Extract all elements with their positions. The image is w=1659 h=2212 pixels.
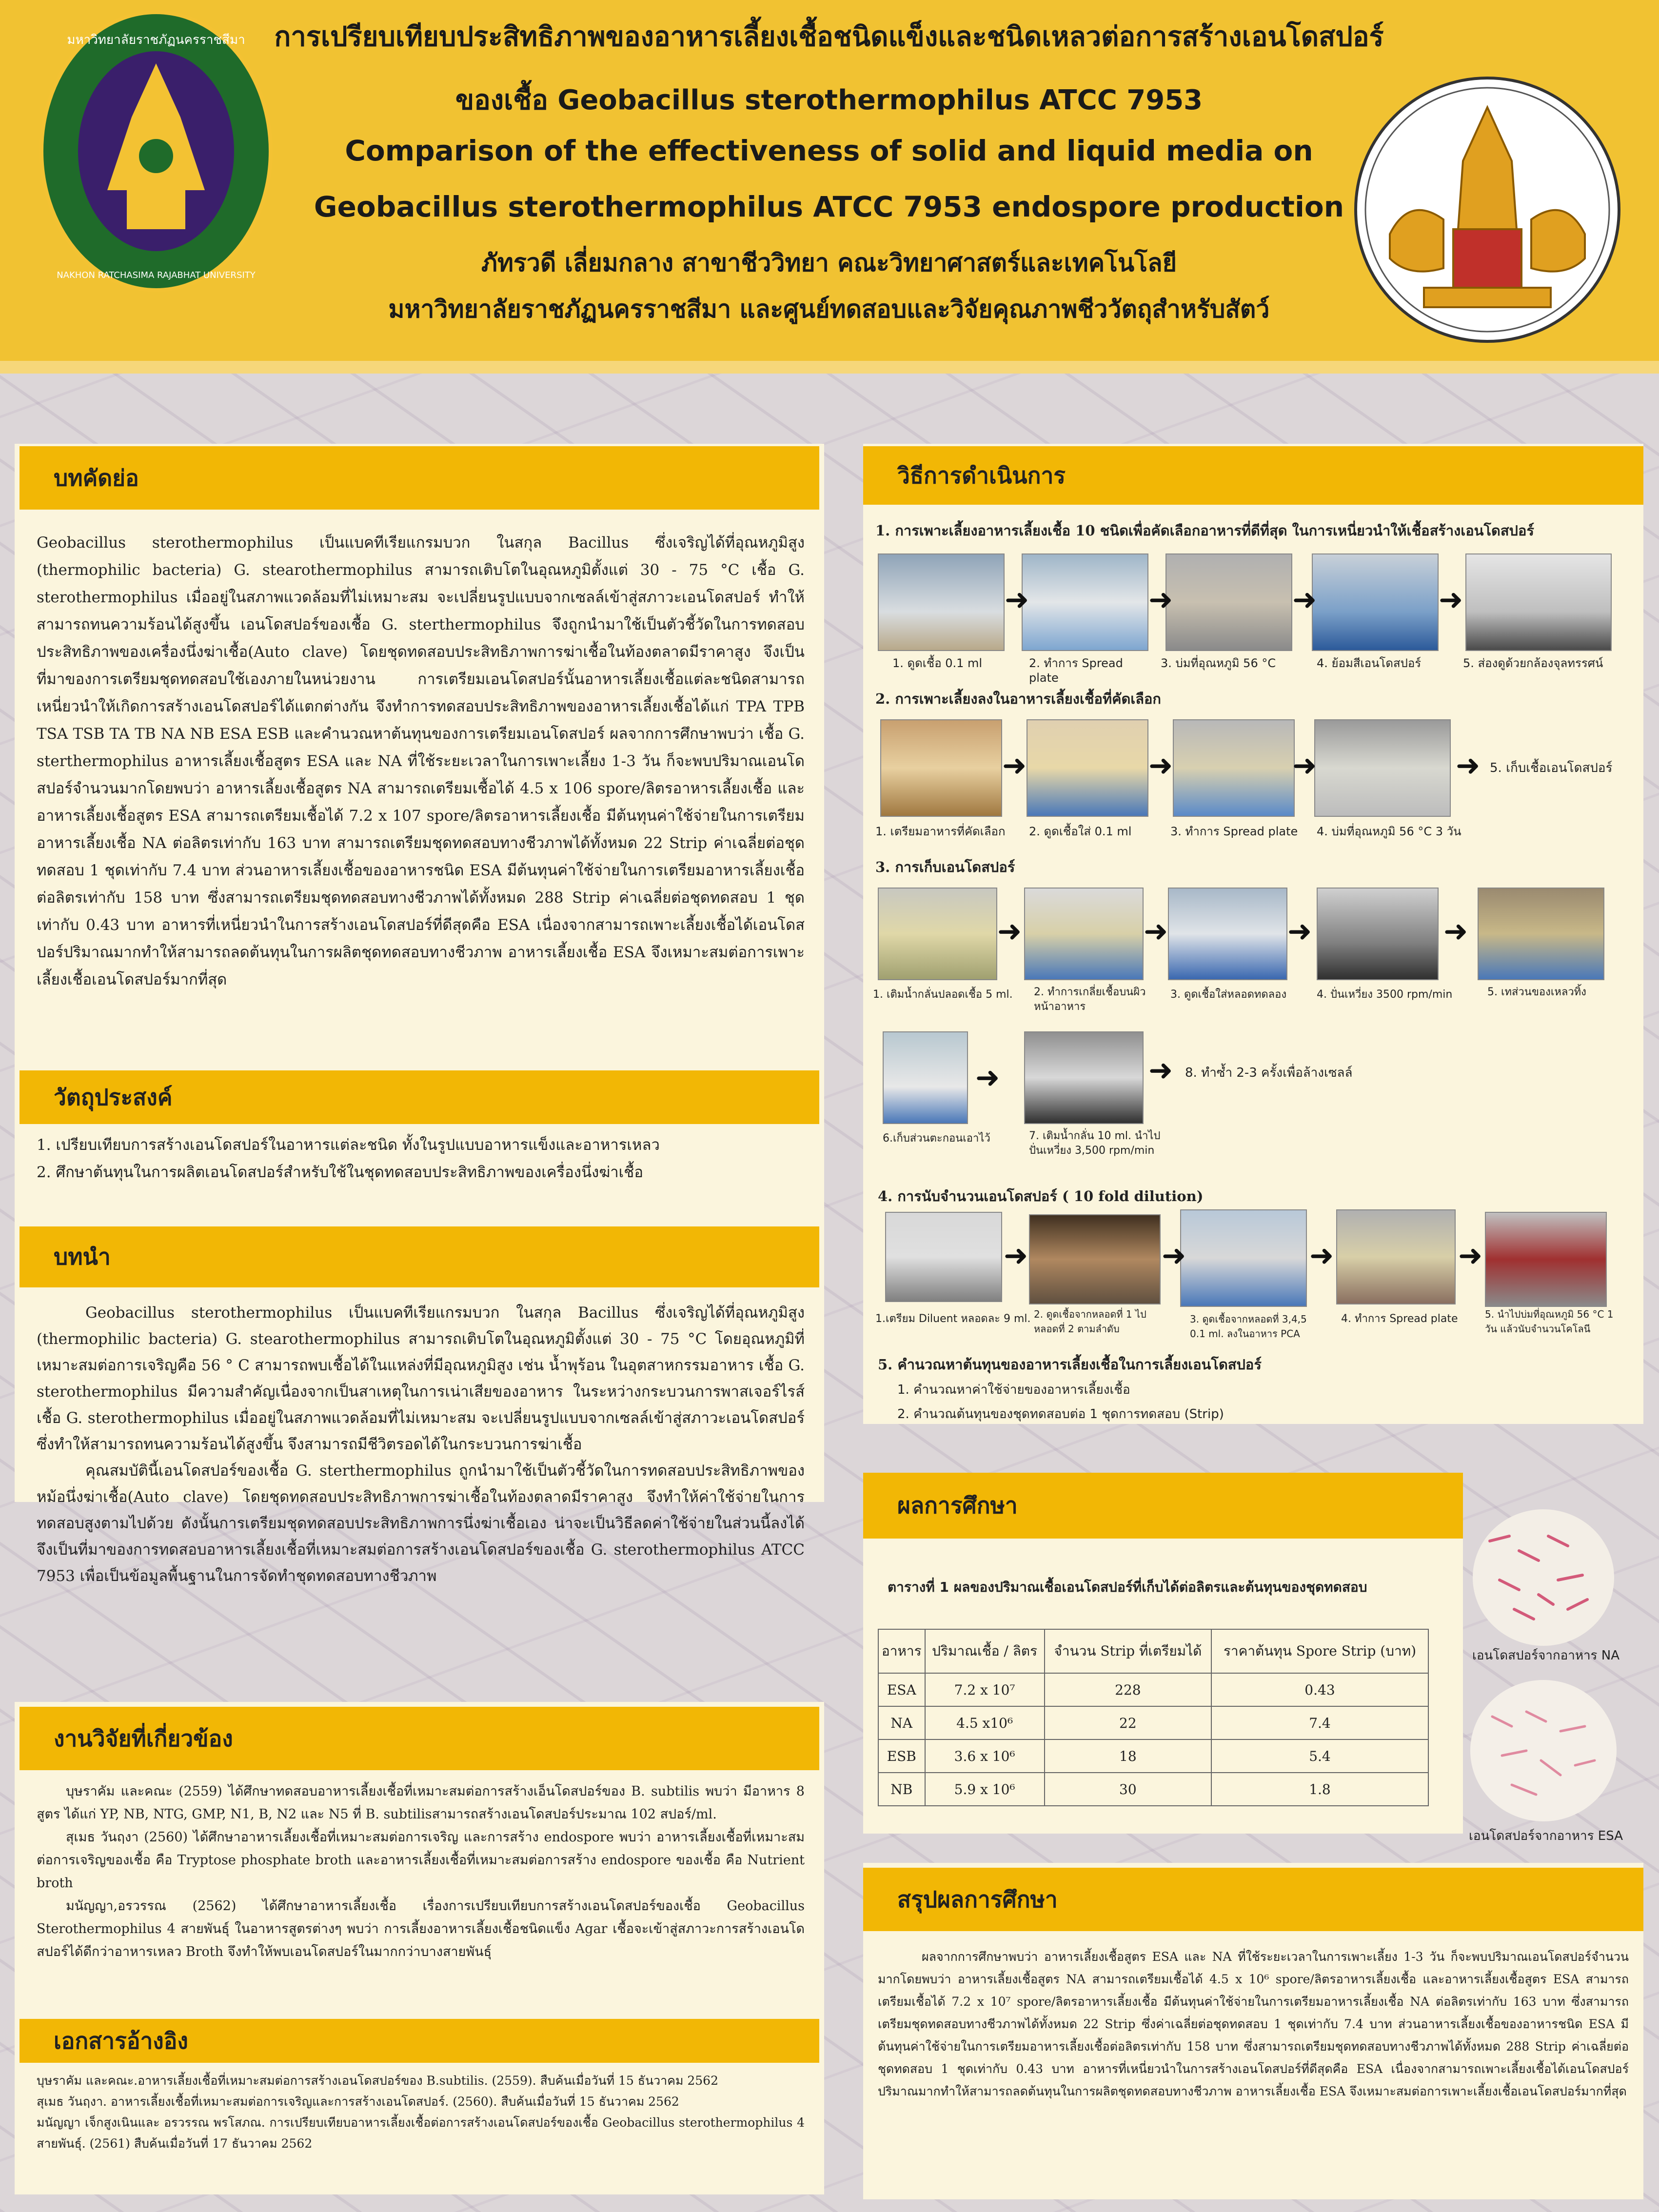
step1-caption-3: 3. บ่มที่อุณหภูมิ 56 °C [1161,656,1276,670]
method-photo [878,553,1005,651]
table-header-cell: จำนวน Strip ที่เตรียมได้ [1045,1629,1211,1673]
table-label: ตารางที่ 1 ผลของปริมาณเชื้อเอนโดสปอร์ที่เก็บได้ต่อลิตรและต้นทุนของชุดทดสอบ [888,1579,1367,1595]
table-cell: 228 [1045,1673,1211,1706]
title-thai-line1: การเปรียบเทียบประสิทธิภาพของอาหารเลี้ยงเชื้อชนิดแข็งและชนิดเหลวต่อการสร้างเอนโดสปอร์ [274,21,1384,53]
step5-item-2: 2. คำนวณต้นทุนของชุดทดสอบต่อ 1 ชุดการทดสอบ (Strip) [897,1407,1224,1422]
results-table-title [888,1580,1463,1595]
step2-caption-4: 4. บ่มที่อุณหภูมิ 56 °C 3 วัน [1317,825,1462,838]
table-cell: 30 [1045,1773,1211,1806]
method-photo [878,888,997,980]
arrow-right-icon: ➜ [1456,749,1481,783]
table-row [878,1673,1428,1706]
logo-text-top: มหาวิทยาลัยราชภัฏนครราชสีมา [67,33,245,47]
references-heading: เอกสารอ้างอิง [20,2019,819,2063]
arrow-right-icon: ➜ [1443,914,1468,948]
arrow-right-icon: ➜ [1292,583,1317,617]
step2-caption-1: 1. เตรียมอาหารที่คัดเลือก [875,825,1006,838]
method-step-5-title: 5. คำนวณหาต้นทุนของอาหารเลี้ยงเชื้อในการเลี้ยงเอนโดสปอร์ [878,1356,1262,1373]
arrow-right-icon: ➜ [997,914,1022,948]
arrow-right-icon: ➜ [1309,1239,1334,1273]
method-photo [880,719,1002,817]
table-cell: 7.4 [1211,1706,1428,1739]
related-body [37,1780,805,1963]
intro-heading: บทนำ [20,1226,819,1287]
method-photo [1024,888,1144,980]
poster-header [0,0,1659,361]
arrow-right-icon: ➜ [1144,914,1168,948]
table-header-cell: ปริมาณเชื้อ / ลิตร [925,1629,1045,1673]
micrograph-na [1470,1507,1617,1648]
step3-final-label: 8. ทำซ้ำ 2-3 ครั้งเพื่อล้างเซลล์ [1185,1066,1353,1080]
table-row [878,1739,1428,1773]
method-photo [885,1212,1002,1302]
table-cell: NB [878,1773,925,1806]
arrow-right-icon: ➜ [1162,1239,1186,1273]
university-logo [29,5,283,317]
related-heading: งานวิจัยที่เกี่ยวข้อง [20,1707,819,1770]
methods-heading: วิธีการดำเนินการ [863,446,1643,505]
table-cell: 3.6 x 10⁶ [925,1739,1045,1773]
method-photo [1168,888,1287,980]
micrograph-esa [1468,1678,1619,1824]
intro-body [37,1300,805,1589]
arrow-right-icon: ➜ [1005,583,1029,617]
arrow-right-icon: ➜ [1148,583,1173,617]
table-header-row [878,1629,1428,1673]
arrow-right-icon: ➜ [1458,1239,1483,1273]
table-row [878,1706,1428,1739]
step3-caption-7: 7. เติมน้ำกลั่น 10 ml. นำไปปั่นเหวี่ยง 3,500 rpm/min [1029,1130,1161,1157]
step1-caption-2: 2. ทำการ Spread plate [1029,656,1123,685]
method-photo [1312,553,1439,651]
abstract-heading: บทคัดย่อ [20,446,819,510]
step2-caption-3: 3. ทำการ Spread plate [1170,825,1298,838]
step4-caption-2: 2. ดูดเชื้อจากหลอดที่ 1 ไปหลอดที่ 2 ตามลำดับ [1034,1308,1146,1335]
method-photo [1022,553,1148,651]
method-step-4-title: 4. การนับจำนวนเอนโดสปอร์ ( 10 fold dilution) [878,1188,1204,1205]
reference-item-1: บุษราคัม และคณะ.อาหารเลี้ยงเชื้อที่เหมาะสมต่อการสร้างเอนโดสปอร์ของ B.subtilis. (2559). สืบค้นเมื่อวันที่ 15 ธันวาคม 2562 [37,2074,718,2088]
author-line: ภัทรวดี เลี่ยมกลาง สาขาชีววิทยา คณะวิทยาศาสตร์และเทคโนโลยี [481,249,1177,277]
method-step-1-title: 1. การเพาะเลี้ยงอาหารเลี้ยงเชื้อ 10 ชนิดเพื่อคัดเลือกอาหารที่ดีที่สุด ในการเหนี่ยวนำให้เชื้อสร้างเอนโดสปอร์ [875,522,1534,539]
table-cell: 4.5 x10⁶ [925,1706,1045,1739]
step3-caption-3: 3. ดูดเชื้อใส่หลอดทดลอง [1170,988,1287,1001]
conclusion-heading: สรุปผลการศึกษา [863,1868,1643,1931]
table-cell: ESB [878,1739,925,1773]
method-step-3-title: 3. การเก็บเอนโดสปอร์ [875,859,1015,875]
arrow-right-icon: ➜ [1004,1239,1028,1273]
method-photo [883,1031,968,1124]
related-paragraph-3: มนัญญา,อรวรรณ (2562) ได้ศึกษาอาหารเลี้ยงเชื้อ เรื่องการเปรียบเทียบการสร้างเอนโดสปอร์ของเชื้อ Geobacillus Sterothermophilus 4 สายพันธุ์ ในอาหารสูตรต่างๆ พบว่า การเลี้ยงอาหารเลี้ยงเชื้อชนิดแข็ง Agar เชื้อจะเข้าสู่สภาวะการสร้างเอนโดสปอร์ได้ดีกว่าอาหารเหลว Broth จึงทำให้พบเอนโดสปอร์ในมากกว่าบางสายพันธุ์ [37,1898,805,1959]
table-cell: 18 [1045,1739,1211,1773]
step1-caption-5: 5. ส่องดูด้วยกล้องจุลทรรศน์ [1463,656,1603,670]
title-thai-line2: ของเชื้อ Geobacillus sterothermophilus ATCC 7953 [455,84,1203,116]
step3-caption-6: 6.เก็บส่วนตะกอนเอาไว้ [883,1132,990,1145]
objectives-list [37,1131,805,1186]
method-photo [1478,888,1604,980]
step2-caption-2: 2. ดูดเชื้อใส่ 0.1 ml [1029,825,1132,838]
method-photo [1485,1212,1607,1307]
micrograph-esa-caption: เอนโดสปอร์จากอาหาร ESA [1468,1829,1623,1843]
micrograph-na-caption: เอนโดสปอร์จากอาหาร NA [1472,1648,1620,1663]
conclusion-body: ผลจากการศึกษาพบว่า อาหารเลี้ยงเชื้อสูตร ESA และ NA ที่ใช้ระยะเวลาในการเพาะเลี้ยง 1-3 วัน ก็จะพบปริมาณเอนโดสปอร์จำนวนมากโดยพบว่า อาหารเลี้ยงเชื้อสูตร NA สามารถเตรียมเชื้อได้ 4.5 x 10⁶ spore/ลิตรอาหารเลี้ยงเชื้อ และอาหารเลี้ยงเชื้อสูตร ESA สามารถเตรียมเชื้อได้ 7.2 x 10⁷ spore/ลิตรอาหารเลี้ยงเชื้อ มีต้นทุนค่าใช้จ่ายในการเตรียมอาหารเลี้ยงเชื้อ NA ต่อลิตรเท่ากับ 163 บาท ซึ่งสามารถเตรียมชุดทดสอบทางชีวภาพได้ทั้งหมด 22 Strip ซึ่งค่าเฉลี่ยต่อชุดทดสอบ 1 ชุดเท่ากับ 7.4 บาท ส่วนอาหารเลี้ยงเชื้อของอาหารชนิด ESA มีต้นทุนค่าใช้จ่ายในการเตรียมอาหารเลี้ยงเชื้อต่อลิตรเท่ากับ 158 บาท ซึ่งสามารถเตรียมชุดทดสอบทางชีวภาพได้ทั้งหมด 288 Strip ค่าเฉลี่ยต่อชุดทดสอบ 1 ชุดเท่ากับ 0.43 บาท อาหารที่เหนี่ยวนำในการสร้างเอนโดสปอร์ที่ดีสุดคือ ESA เนื่องจากสามารถเพาะเลี้ยงเชื้อได้เอนโดสปอร์ปริมาณมากทำให้สามารถลดต้นทุนในการผลิตชุดทดสอบทางชีวภาพ อาหารเลี้ยงเชื้อ ESA จึงเหมาะสมต่อการเพาะเลี้ยงเชื้อเอนโดสปอร์มากที่สุด [878,1950,1629,2098]
references-list [37,2070,805,2154]
intro-paragraph-1: Geobacillus sterothermophilus เป็นแบคทีเรียแกรมบวก ในสกุล Bacillus ซึ่งเจริญได้ที่อุณหภูมิสูง (thermophilic bacteria) G. stearothermophilus สามารถเติบโตในอุณหภูมิตั้งแต่ 30 - 75 °C โดยอุณหภูมิที่เหมาะสมต่อการเจริญคือ 56 ° C สามารถพบเชื้อได้ในแหล่งที่มีอุณหภูมิสูง เช่น น้ำพุร้อน ในอุตสาหกรรมอาหาร เชื้อ G. sterothermophilus มีความสำคัญเนื่องจากเป็นสาเหตุในการเน่าเสียของอาหาร ในระหว่างกระบวนการพาสเจอร์ไรส์ เชื้อ G. sterothermophilus เมื่ออยู่ในสภาพแวดล้อมที่ไม่เหมาะสม จะเปลี่ยนรูปแบบจากเซลล์เข้าสู่สภาวะเอนโดสปอร์ ซึ่งทำให้สามารถทนความร้อนได้สูงขึ้น จึงสามารถมีชีวิตรอดได้ในกระบวนการฆ่าเชื้อ [37,1304,805,1453]
intro-paragraph-2: คุณสมบัตินี้เอนโดสปอร์ของเชื้อ G. sterthermophilus ถูกนำมาใช้เป็นตัวชี้วัดในการทดสอบประสิทธิภาพของหม้อนึ่งฆ่าเชื้อ(Auto clave) โดยชุดทดสอบประสิทธิภาพการฆ่าเชื้อในท้องตลาดมีราคาสูง จึงทำให้ค่าใช้จ่ายในการทดสอบสูงตามไปด้วย ดังนั้นการเตรียมชุดทดสอบประสิทธิภาพการนึ่งฆ่าเชื้อเอง น่าจะเป็นวิธีลดค่าใช้จ่ายในส่วนนี้ลงได้ จึงเป็นที่มาของการทดสอบอาหารเลี้ยงเชื้อที่เหมาะสมต่อการสร้างเอนโดสปอร์ของเชื้อ G. sterothermophilus ATCC 7953 เพื่อเป็นข้อมูลพื้นฐานในการจัดทำชุดทดสอบทางชีวภาพ [37,1462,805,1585]
step3-caption-5: 5. เทส่วนของเหลวทิ้ง [1487,986,1586,998]
step4-caption-5: 5. นำไปบ่มที่อุณหภูมิ 56 °C 1 วัน แล้วนับจำนวนโคโลนี [1485,1308,1614,1335]
header-stripe [0,361,1659,374]
abstract-body: Geobacillus sterothermophilus เป็นแบคทีเรียแกรมบวก ในสกุล Bacillus ซึ่งเจริญได้ที่อุณหภูมิสูง (thermophilic bacteria) G. stearothermophilus สามารถเติบโตในอุณหภูมิตั้งแต่ 30 - 75 °C เชื้อ G. sterothermophilus เมื่ออยู่ในสภาพแวดล้อมที่ไม่เหมาะสม จะเปลี่ยนรูปแบบจากเซลล์เข้าสู่สภาวะเอนโดสปอร์ ทำให้สามารถทนความร้อนได้สูงขึ้น เอนโดสปอร์ของเชื้อ G. sterthermophilus จึงถูกนำมาใช้เป็นตัวชี้วัดในการทดสอบประสิทธิภาพของเครื่องนึ่งฆ่าเชื้อ(Auto clave) โดยชุดทดสอบประสิทธิภาพการฆ่าเชื้อในท้องตลาดมีราคาสูง จึงเป็นที่มาของการเตรียมชุดทดสอบใช้เองภายในหน่วยงาน การเตรียมเอนโดสปอร์นั้นอาหารเลี้ยงเชื้อแต่ละชนิดสามารถเหนี่ยวนำให้เกิดการสร้างเอนโดสปอร์ได้แตกต่างกัน จึงทำการทดสอบประสิทธิภาพของอาหารเลี้ยงเชื้อได้แก่ TPA TPB TSA TSB TA TB NA NB ESA ESB และคำนวณหาต้นทุนของการเตรียมเอนโดสปอร์ ผลจากการศึกษาพบว่า เชื้อ G. sterthermophilus อาหารเลี้ยงเชื้อสูตร ESA และ NA ที่ใช้ระยะเวลาในการเพาะเลี้ยง 1-3 วัน ก็จะพบปริมาณเอนโดสปอร์จำนวนมากโดยพบว่า อาหารเลี้ยงเชื้อสูตร NA สามารถเตรียมเชื้อได้ 4.5 x 106 spore/ลิตรอาหารเลี้ยงเชื้อ และอาหารเลี้ยงเชื้อสูตร ESA สามารถเตรียมเชื้อได้ 7.2 x 107 spore/ลิตรอาหารเลี้ยงเชื้อ มีต้นทุนค่าใช้จ่ายในการเตรียมอาหารเลี้ยงเชื้อ NA ต่อลิตรเท่ากับ 163 บาท สามารถเตรียมชุดทดสอบทางชีวภาพได้ทั้งหมด 22 Strip ค่าเฉลี่ยต่อชุดทดสอบ 1 ชุดเท่ากับ 7.4 บาท ส่วนอาหารเลี้ยงเชื้อของอาหารชนิด ESA มีต้นทุนค่าใช้จ่ายในการเตรียมอาหารเลี้ยงเชื้อต่อลิตรเท่ากับ 158 บาท ซึ่งสามารถเตรียมชุดทดสอบทางชีวภาพได้ทั้งหมด 288 Strip ค่าเฉลี่ยต่อชุดทดสอบ 1 ชุดเท่ากับ 0.43 บาท อาหารที่เหนี่ยวนำในการสร้างเอนโดสปอร์ที่ดีสุดคือ ESA เนื่องจากสามารถเพาะเลี้ยงเชื้อได้เอนโดสปอร์ปริมาณมากทำให้สามารถลดต้นทุนในการผลิตชุดทดสอบทางชีวภาพ อาหารเลี้ยงเชื้อ ESA จึงเหมาะสมต่อการเพาะเลี้ยงเชื้อเอนโดสปอร์มากที่สุด [37,534,805,988]
method-photo [1029,1214,1161,1304]
method-photo [1027,719,1148,817]
step2-final-label: 5. เก็บเชื้อเอนโดสปอร์ [1490,761,1613,775]
results-heading: ผลการศึกษา [863,1473,1463,1539]
objectives-heading: วัตถุประสงค์ [20,1070,819,1124]
step1-caption-4: 4. ย้อมสีเอนโดสปอร์ [1317,656,1422,670]
arrow-right-icon: ➜ [1148,749,1173,783]
reference-item-2: สุเมธ วันฤงา. อาหารเลี้ยงเชื้อที่เหมาะสมต่อการเจริญและการสร้างเอนโดสปอร์. (2560). สืบค้นเมื่อวันที่ 15 ธันวาคม 2562 [37,2094,679,2109]
arrow-right-icon: ➜ [1287,914,1312,948]
table-header-cell: อาหาร [878,1629,925,1673]
arrow-right-icon: ➜ [1148,1053,1173,1087]
objective-item-2: 2. ศึกษาต้นทุนในการผลิตเอนโดสปอร์สำหรับใช้ในชุดทดสอบประสิทธิภาพของเครื่องนึ่งฆ่าเชื้อ [37,1164,643,1181]
table-header-cell: ราคาต้นทุน Spore Strip (บาท) [1211,1629,1428,1673]
arrow-right-icon: ➜ [1292,749,1317,783]
method-photo [1173,719,1295,817]
table-cell: 0.43 [1211,1673,1428,1706]
method-photo [1317,888,1439,980]
provincial-seal [1351,73,1624,346]
method-photo [1336,1209,1456,1304]
method-step-2-title: 2. การเพาะเลี้ยงลงในอาหารเลี้ยงเชื้อที่คัดเลือก [875,691,1161,707]
objective-item-1: 1. เปรียบเทียบการสร้างเอนโดสปอร์ในอาหารแต่ละชนิด ทั้งในรูปแบบอาหารแข็งและอาหารเหลว [37,1136,660,1154]
table-cell: 5.4 [1211,1739,1428,1773]
title-english-line1: Comparison of the effectiveness of solid and liquid media on [345,134,1313,167]
title-english-line2: Geobacillus sterothermophilus ATCC 7953 endospore production [314,190,1344,223]
results-table [878,1629,1429,1806]
arrow-right-icon: ➜ [1439,583,1463,617]
table-cell: NA [878,1706,925,1739]
table-cell: 22 [1045,1706,1211,1739]
step3-caption-4: 4. ปั่นเหวี่ยง 3500 rpm/min [1317,988,1453,1001]
table-cell: ESA [878,1673,925,1706]
step4-caption-1: 1.เตรียม Diluent หลอดละ 9 ml. [875,1313,1031,1325]
related-paragraph-2: สุเมธ วันฤงา (2560) ได้ศึกษาอาหารเลี้ยงเชื้อที่เหมาะสมต่อการเจริญ และการสร้าง endospore พบว่า อาหารเลี้ยงเชื้อที่เหมาะสมต่อการเจริญของเชื้อ คือ Tryptose phosphate broth และอาหารเลี้ยงเชื้อที่เหมาะสมต่อการสร้าง endospore ของเชื้อ คือ Nutrient broth [37,1830,805,1891]
step1-caption-1: 1. ดูดเชื้อ 0.1 ml [892,656,983,670]
method-photo [1314,719,1451,817]
step3-caption-1: 1. เติมน้ำกลั่นปลอดเชื้อ 5 ml. [873,988,1013,1001]
table-cell: 1.8 [1211,1773,1428,1806]
reference-item-3: มนัญญา เจ็กสูงเนินและ อรวรรณ พรโสภณ. การเปรียบเทียบอาหารเลี้ยงเชื้อต่อการสร้างเอนโดสปอร์ของเชื้อ Geobacillus sterothermophilus 4 สายพันธุ์. (2561) สืบค้นเมื่อวันที่ 17 ธันวาคม 2562 [37,2115,805,2151]
table-cell: 7.2 x 10⁷ [925,1673,1045,1706]
method-photo [1465,553,1612,651]
related-paragraph-1: บุษราคัม และคณะ (2559) ได้ศึกษาทดสอบอาหารเลี้ยงเชื้อที่เหมาะสมต่อการสร้างเอ็นโดสปอร์ของ B. subtilis พบว่า มีอาหาร 8 สูตร ได้แก่ YP, NB, NTG, GMP, N1, B, N2 และ N5 ที่ B. subtilisสามารถสร้างเอนโดสปอร์ประมาณ 102 สปอร์/ml. [37,1784,805,1822]
method-photo [1165,553,1292,651]
table-cell: 5.9 x 10⁶ [925,1773,1045,1806]
step4-caption-3: 3. ดูดเชื้อจากหลอดที่ 3,4,5 0.1 ml. ลงในอาหาร PCA [1190,1313,1307,1340]
arrow-right-icon: ➜ [1002,749,1027,783]
arrow-right-icon: ➜ [975,1061,1000,1095]
logo-text-bottom: NAKHON RATCHASIMA RAJABHAT UNIVERSITY [57,270,256,280]
step4-caption-4: 4. ทำการ Spread plate [1341,1313,1458,1325]
step5-item-1: 1. คำนวณหาค่าใช้จ่ายของอาหารเลี้ยงเชื้อ [897,1382,1130,1397]
method-photo [1024,1031,1144,1124]
step3-caption-2: 2. ทำการเกลี่ยเชื้อบนผิวหน้าอาหาร [1034,986,1146,1013]
method-photo [1180,1209,1307,1307]
affiliation-line: มหาวิทยาลัยราชภัฏนครราชสีมา และศูนย์ทดสอบและวิจัยคุณภาพชีววัตถุสำหรับสัตว์ [388,295,1270,323]
table-row [878,1773,1428,1806]
